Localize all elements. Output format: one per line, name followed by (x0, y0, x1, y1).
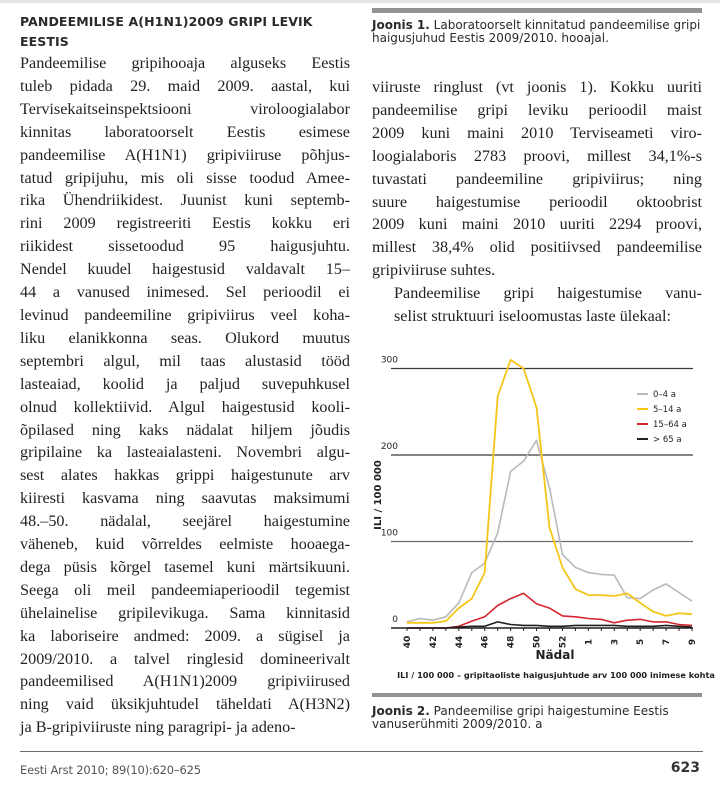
text-line: levinud pandeemiline gripiviirus veel koha- (20, 305, 350, 324)
page-number: 623 (670, 760, 700, 776)
x-tick-label: 9 (688, 638, 698, 646)
text-line: tuleb pidada 29. maid 2009. aastal, kui (20, 76, 350, 95)
y-tick-label: 300 (380, 355, 398, 366)
text-line: gripiviiruse suhtes. (372, 261, 496, 280)
left-column (20, 12, 350, 739)
x-tick-label: 50 (532, 635, 543, 649)
text-line: loogialaboris 2783 proovi, millest 34,1%-s (372, 146, 702, 165)
y-tick-label: 100 (380, 528, 398, 539)
x-tick-label: 1 (584, 638, 595, 646)
text-line: ning vaid üksikjuhtudel täheldati A(H3N2) (20, 695, 350, 714)
figure1-rule (372, 8, 702, 13)
x-tick-label: 3 (610, 638, 621, 646)
text-line: kiiresti kasvama ning saavutas maksimumi (20, 489, 350, 508)
left-body-text (20, 52, 350, 739)
y-axis-label: ILI / 100 000 (373, 460, 384, 530)
text-line: olnud kollektiivid. Algul haigestusid kooli- (20, 397, 350, 416)
text-line: pandeemilised A(H1N1)2009 gripiviirused (20, 672, 350, 691)
text-line: ühelainelise gripilevikuga. Sama kinnitasid (20, 603, 350, 622)
text-line: 44 a vanused inimesed. Sel perioodil ei (20, 283, 350, 302)
figure2-caption-text: Pandeemilise gripi haigestumine Eestis vanuserühmiti 2009/2010. a (372, 704, 669, 731)
x-axis (391, 628, 698, 648)
figure2-rule (372, 693, 702, 697)
y-tick-label: 0 (392, 615, 398, 625)
legend-label: > 65 a (653, 435, 682, 445)
figure2-caption (372, 705, 702, 731)
x-tick-label: 46 (480, 635, 491, 649)
right-paragraph-1 (372, 76, 702, 282)
text-line: Pandeemilise gripi haigestumise vanu- (394, 284, 702, 303)
text-line: ka laboriseire andmed: 2009. a sügisel ja (20, 626, 350, 645)
text-line: Tervisekaitseinspektsiooni viroloogialabor (20, 99, 350, 118)
legend-label: 5–14 a (653, 405, 682, 415)
x-tick-label: 42 (428, 635, 439, 649)
chart-legend (637, 390, 687, 445)
text-line: liku elanikkonna seas. Olukord muutus (20, 328, 350, 347)
figure1-caption-text: Laboratoorselt kinnitatud pandeemilise gripi haigusjuhud Eestis 2009/2010. hooajal. (372, 18, 701, 45)
figure2-label: Joonis 2. (372, 704, 430, 718)
x-tick-label: 7 (662, 638, 673, 646)
text-line: väheneb, kuid võrreldes eelmiste hooaega- (20, 535, 350, 554)
figure1-block (372, 8, 702, 45)
text-line: pandeemilise gripi leviku perioodil maist (372, 100, 702, 119)
text-line: dega püsis kõrgel tasemel kuni märtsikuuni. (20, 557, 350, 576)
text-line: rini 2009 registreeriti Eestis kokku eri (20, 214, 350, 233)
text-line: sest alates hakkas grippi haigestunute arv (20, 466, 350, 485)
figure1-label: Joonis 1. (372, 18, 430, 32)
text-line: ja B-gripiviiruste ning paragripi- ja adeno- (20, 718, 296, 737)
page-top-edge (0, 0, 720, 3)
text-line: 2009/2010. a talvel ringlesid domineerivalt (20, 649, 350, 668)
x-tick-label: 5 (636, 638, 647, 646)
footer-rule (20, 751, 703, 752)
text-line: millest 38,4% olid positiivsed pandeemilise (372, 238, 702, 257)
legend-label: 0–4 a (653, 390, 676, 400)
text-line: 48.–50. nädalal, seejärel haigestumine (20, 512, 350, 531)
text-line: suure haigestumise perioodil oktoobrist (372, 192, 702, 211)
text-line: riikidest sissetoodud 95 haigusjuhtu. (20, 237, 350, 256)
text-line: Seega oli meil pandeemiaperioodil tegemist (20, 580, 350, 599)
x-axis-label: Nädal (535, 648, 575, 662)
x-tick-label: 44 (454, 635, 465, 649)
x-tick-label: 48 (506, 635, 517, 649)
right-column-text (372, 76, 702, 328)
line-chart (360, 345, 720, 685)
text-line: õpilased ning kaks nädalat hiljem jõudis (20, 420, 350, 439)
text-line: septembri algul, mil taas alustasid tööd (20, 351, 350, 370)
text-line: 2009 kuni maini 2010 uuriti 2294 proovi, (372, 215, 702, 234)
x-tick-label: 52 (558, 635, 569, 649)
chart-note: ILI / 100 000 – gripitaoliste haigusjuhtude arv 100 000 inimese kohta (397, 670, 715, 680)
text-line: selist struktuuri iseloomustas laste ülekaal: (394, 307, 671, 326)
text-line: lasteaiad, koolid ja paljud suvepuhkusel (20, 374, 350, 393)
section-title: PANDEEMILISE A(H1N1)2009 GRIPI LEVIK EESTIS (20, 14, 313, 49)
text-line: viiruste ringlust (vt joonis 1). Kokku uuriti (372, 78, 702, 96)
text-line: tuvastati pandeemiline gripiviirus; ning (372, 169, 702, 188)
chart-series (407, 360, 692, 628)
text-line: Pandeemilise gripihooaja alguseks Eestis (20, 54, 350, 72)
figure2-chart (360, 345, 720, 685)
text-line: pandeemilise A(H1N1) gripiviiruse põhjus- (20, 145, 350, 164)
text-line: tatud gripijuhu, mis oli sisse toodud Amee- (20, 168, 350, 187)
series-line (407, 622, 692, 628)
text-line: rika Ühendriikidest. Juunist kuni septemb- (20, 191, 350, 210)
legend-label: 15–64 a (653, 420, 687, 430)
figure1-caption (372, 19, 702, 45)
y-tick-label: 200 (380, 442, 398, 452)
x-tick-label: 40 (403, 635, 413, 649)
text-line: gripilaine ka lasteaialasteni. Novembri algu- (20, 443, 350, 462)
series-line (407, 593, 692, 628)
series-line (407, 440, 692, 622)
text-line: kinnitas laboratoorselt Eestis esimese (20, 122, 350, 141)
text-line: Nendel kuudel haigestusid valdavalt 15– (20, 260, 350, 279)
journal-citation: Eesti Arst 2010; 89(10):620–625 (20, 763, 201, 777)
right-paragraph-2 (372, 282, 702, 328)
text-line: 2009 kuni maini 2010 Terviseameti viro- (372, 123, 702, 142)
